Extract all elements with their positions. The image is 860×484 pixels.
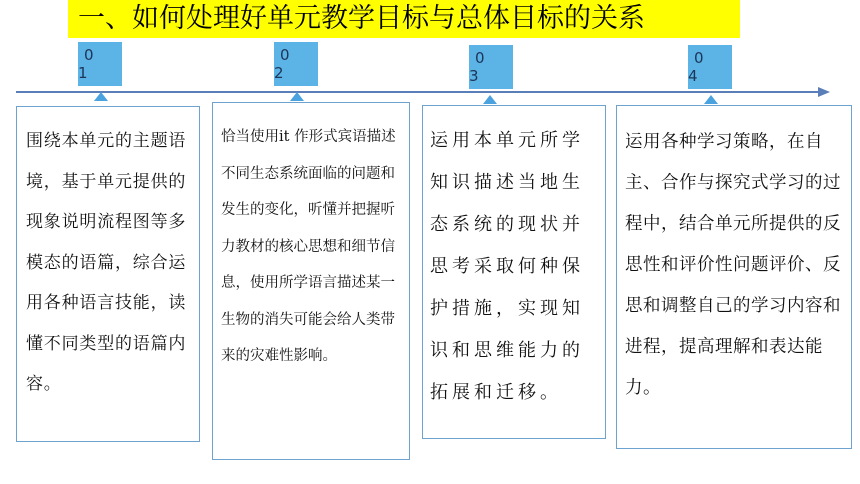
goal-text-1: 围绕本单元的主题语境，基于单元提供的现象说明流程图等多模态的语篇，综合运用各种语言技能，读懂不同类型的语篇内容。 bbox=[26, 131, 187, 394]
page-title: 一、如何处理好单元教学目标与总体目标的关系 bbox=[78, 3, 645, 34]
pointer-icon bbox=[483, 95, 497, 104]
goal-text-3: 运用本单元所学知识描述当地生态系统的现状并思考采取何种保护措施，实现知识和思维能力的拓展和迁移。 bbox=[430, 130, 584, 403]
goal-card-1 bbox=[16, 106, 200, 442]
step-badge-2: 0 2 bbox=[274, 42, 318, 86]
pointer-icon bbox=[704, 95, 718, 104]
pointer-icon bbox=[94, 92, 108, 101]
goal-card-3 bbox=[422, 105, 606, 439]
goal-card-4 bbox=[616, 105, 852, 449]
timeline-line bbox=[16, 91, 822, 93]
step-badge-3: 0 3 bbox=[469, 45, 513, 89]
pointer-icon bbox=[290, 92, 304, 101]
goal-text-4: 运用各种学习策略，在自主、合作与探究式学习的过程中，结合单元所提供的反思性和评价性问题评价、反思和调整自己的学习内容和进程，提高理解和表达能力。 bbox=[625, 132, 841, 398]
goal-card-2 bbox=[212, 102, 410, 460]
step-badge-4: 0 4 bbox=[688, 45, 732, 89]
goal-text-2: 恰当使用it 作形式宾语描述不同生态系统面临的问题和发生的变化，听懂并把握听力教材的核心思想和细节信息，使用所学语言描述某一生物的消失可能会给人类带来的灾难性影响。 bbox=[221, 129, 396, 364]
step-badge-1: 0 1 bbox=[78, 42, 122, 86]
timeline-arrow-icon bbox=[818, 87, 830, 97]
